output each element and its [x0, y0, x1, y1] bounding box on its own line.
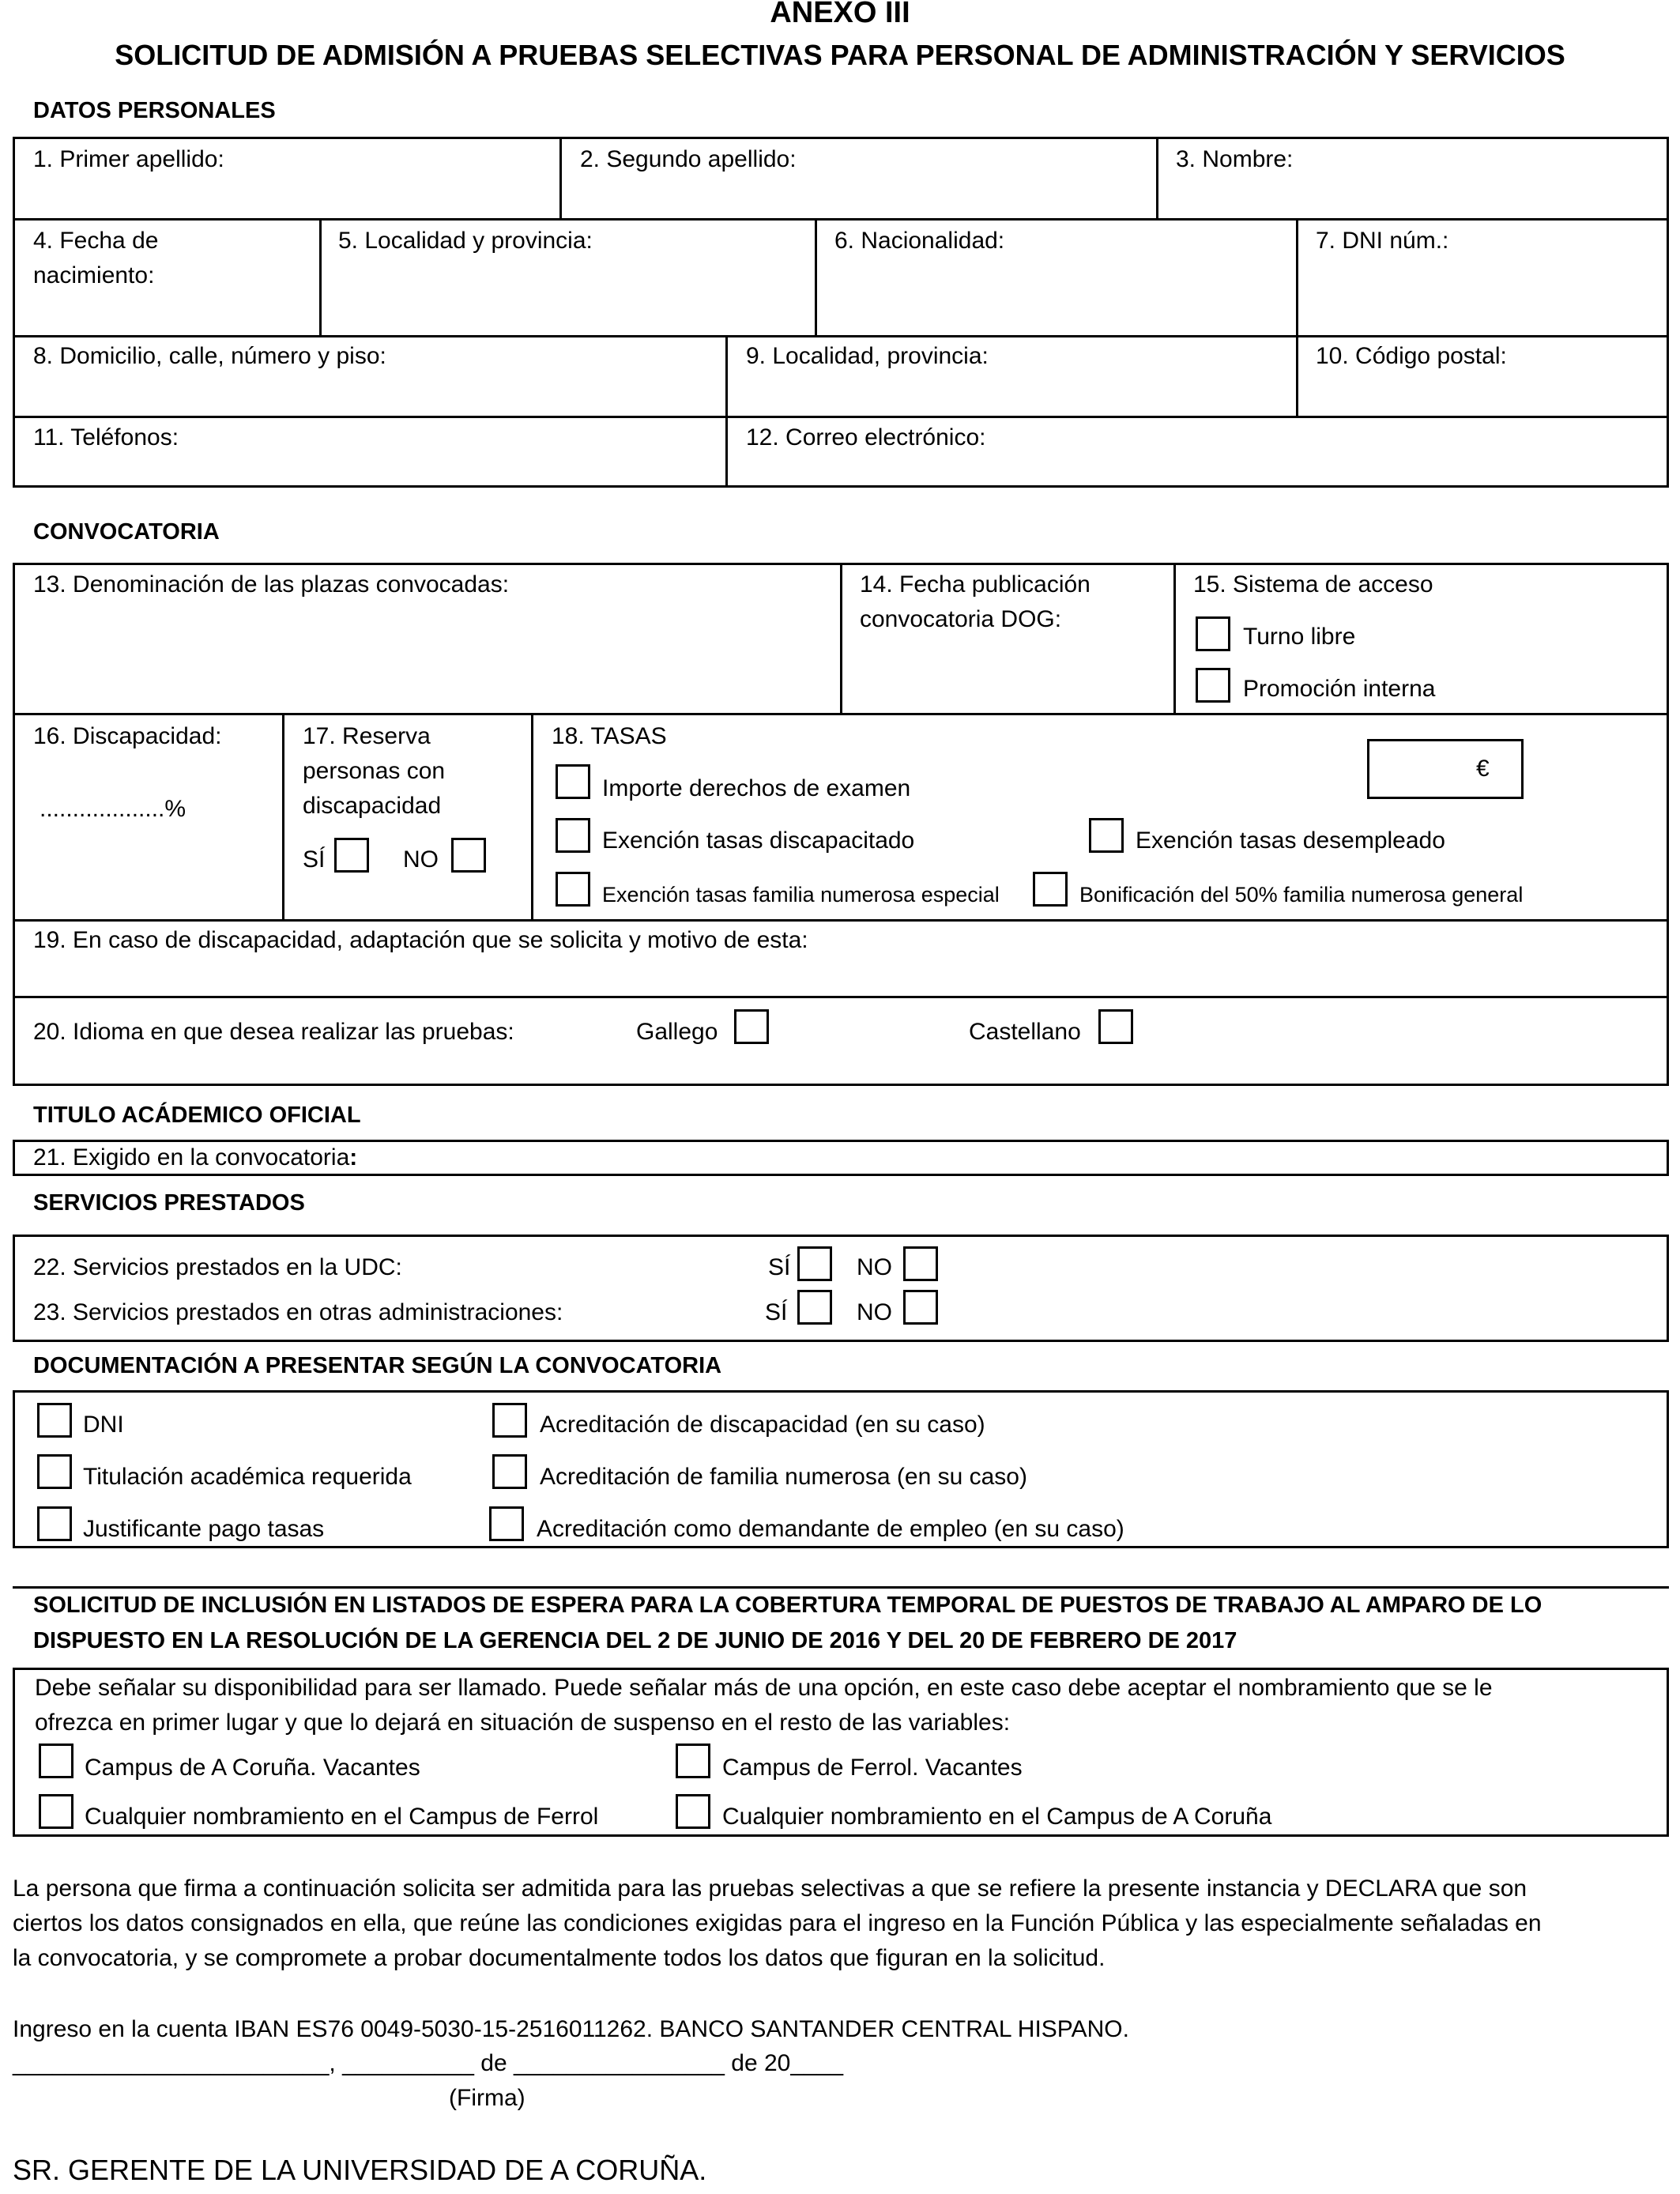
address-field[interactable]: 8. Domicilio, calle, número y piso: [33, 343, 386, 369]
declaration-line-2: ciertos los datos consignados en ella, que reúne las condiciones exigidas para el ingreso en la Función Pública y las especialmente señaladas en [13, 1910, 1542, 1936]
name-field[interactable]: 3. Nombre: [1176, 146, 1294, 172]
exam-fee-checkbox[interactable] [556, 764, 590, 799]
section-heading-titulo: TITULO ACÁDEMICO OFICIAL [33, 1103, 361, 1128]
section-heading-personal: DATOS PERSONALES [33, 98, 276, 123]
any-coruna-label: Cualquier nombramiento en el Campus de A Coruña [722, 1804, 1272, 1830]
nationality-field[interactable]: 6. Nacionalidad: [834, 228, 1005, 254]
discount-large-family-label: Bonificación del 50% familia numerosa general [1079, 883, 1524, 907]
exemption-unemployed-label: Exención tasas desempleado [1136, 827, 1445, 854]
first-surname-field[interactable]: 1. Primer apellido: [33, 146, 224, 172]
exemption-large-family-label: Exención tasas familia numerosa especial [602, 883, 1000, 907]
positions-field[interactable]: 13. Denominación de las plazas convocadas: [33, 571, 510, 598]
postal-code-field[interactable]: 10. Código postal: [1316, 343, 1507, 369]
waitlist-description-2: ofrezca en primer lugar y que lo dejará en situación de suspenso en el resto de las variables: [35, 1710, 1011, 1736]
section-heading-convocatoria: CONVOCATORIA [33, 519, 220, 545]
iban-text: Ingreso en la cuenta IBAN ES76 0049-5030-15-2516011262. BANCO SANTANDER CENTRAL HISPANO. [13, 2016, 1129, 2042]
dni-field[interactable]: 7. DNI núm.: [1316, 228, 1449, 254]
access-system-label: 15. Sistema de acceso [1193, 571, 1433, 598]
euro-symbol: € [1476, 756, 1490, 782]
doc-disability-checkbox[interactable] [492, 1403, 527, 1438]
exemption-disabled-label: Exención tasas discapacitado [602, 827, 915, 854]
doc-large-family-label: Acreditación de familia numerosa (en su caso) [540, 1464, 1027, 1490]
section-heading-servicios: SERVICIOS PRESTADOS [33, 1190, 305, 1216]
waitlist-heading-2: DISPUESTO EN LA RESOLUCIÓN DE LA GERENCIA DEL 2 DE JUNIO DE 2016 Y DEL 20 DE FEBRERO DE 2017 [33, 1628, 1237, 1653]
doc-disability-label: Acreditación de discapacidad (en su caso) [540, 1412, 985, 1438]
turno-libre-label: Turno libre [1243, 624, 1356, 650]
required-degree-colon: : [349, 1144, 358, 1171]
email-field[interactable]: 12. Correo electrónico: [746, 424, 986, 450]
fee-amount-field[interactable] [1367, 739, 1524, 799]
discount-large-family-checkbox[interactable] [1033, 872, 1068, 907]
exemption-large-family-checkbox[interactable] [556, 872, 590, 907]
waitlist-heading-1: SOLICITUD DE INCLUSIÓN EN LISTADOS DE ESPERA PARA LA COBERTURA TEMPORAL DE PUESTOS DE TRABAJO AL AMPARO DE LO [33, 1593, 1543, 1618]
fees-label: 18. TASAS [552, 723, 667, 749]
reserve-si-checkbox[interactable] [334, 838, 369, 873]
other-services-si-label: SÍ [765, 1299, 788, 1325]
promocion-interna-checkbox[interactable] [1196, 668, 1230, 703]
waitlist-description-1: Debe señalar su disponibilidad para ser llamado. Puede señalar más de una opción, en este caso debe aceptar el nombramiento que se le [35, 1675, 1493, 1701]
second-surname-field[interactable]: 2. Segundo apellido: [580, 146, 797, 172]
doc-degree-label: Titulación académica requerida [83, 1464, 412, 1490]
disability-percent-field[interactable]: ...................% [40, 796, 186, 822]
udc-services-label: 22. Servicios prestados en la UDC: [33, 1254, 402, 1280]
dog-date-label[interactable]: 14. Fecha publicación [860, 571, 1090, 598]
any-ferrol-label: Cualquier nombramiento en el Campus de Ferrol [85, 1804, 599, 1830]
birth-place-field[interactable]: 5. Localidad y provincia: [338, 228, 593, 254]
signature-label: (Firma) [449, 2085, 525, 2111]
ferrol-vacancies-label: Campus de Ferrol. Vacantes [722, 1755, 1023, 1781]
coruna-vacancies-label: Campus de A Coruña. Vacantes [85, 1755, 420, 1781]
other-services-no-label: NO [857, 1299, 892, 1325]
udc-services-no-label: NO [857, 1254, 892, 1280]
doc-fee-receipt-label: Justificante pago tasas [83, 1516, 325, 1542]
reserve-label-1: 17. Reserva [303, 723, 431, 749]
reserve-label-2: personas con [303, 758, 446, 784]
exemption-unemployed-checkbox[interactable] [1089, 818, 1124, 853]
reserve-si-label: SÍ [303, 846, 326, 873]
any-coruna-checkbox[interactable] [676, 1794, 710, 1829]
reserve-no-label: NO [403, 846, 439, 873]
section-heading-documentacion: DOCUMENTACIÓN A PRESENTAR SEGÚN LA CONVOCATORIA [33, 1353, 722, 1378]
doc-dni-label: DNI [83, 1412, 124, 1438]
declaration-line-3: la convocatoria, y se compromete a probar documentalmente todos los datos que figuran en la solicitud. [13, 1945, 1106, 1971]
exam-fee-label: Importe derechos de examen [602, 775, 911, 801]
signature-date-line[interactable]: ________________________, __________ de ________________ de 20____ [13, 2050, 844, 2076]
disability-label: 16. Discapacidad: [33, 723, 222, 749]
declaration-line-1: La persona que firma a continuación solicita ser admitida para las pruebas selectivas a que se refiere la presente instancia y DECLARA que son [13, 1875, 1527, 1902]
address-locality-field[interactable]: 9. Localidad, provincia: [746, 343, 989, 369]
other-services-label: 23. Servicios prestados en otras administraciones: [33, 1299, 563, 1325]
udc-services-si-label: SÍ [768, 1254, 791, 1280]
doc-dni-checkbox[interactable] [37, 1403, 72, 1438]
exemption-disabled-checkbox[interactable] [556, 818, 590, 853]
espera-divider [13, 1586, 1669, 1589]
castellano-checkbox[interactable] [1098, 1009, 1133, 1044]
udc-services-si-checkbox[interactable] [797, 1246, 832, 1281]
phones-field[interactable]: 11. Teléfonos: [33, 424, 179, 450]
ferrol-vacancies-checkbox[interactable] [676, 1744, 710, 1778]
dog-date-label-2: convocatoria DOG: [860, 606, 1062, 632]
doc-fee-receipt-checkbox[interactable] [37, 1506, 72, 1541]
adaptation-field[interactable]: 19. En caso de discapacidad, adaptación que se solicita y motivo de esta: [33, 927, 808, 953]
doc-job-seeker-label: Acreditación como demandante de empleo (en su caso) [537, 1516, 1124, 1542]
required-degree-label: 21. Exigido en la convocatoria [33, 1144, 350, 1171]
addressee: SR. GERENTE DE LA UNIVERSIDAD DE A CORUÑA. [13, 2154, 707, 2186]
gallego-checkbox[interactable] [734, 1009, 769, 1044]
gallego-label: Gallego [636, 1019, 718, 1045]
language-label: 20. Idioma en que desea realizar las pruebas: [33, 1019, 514, 1045]
doc-job-seeker-checkbox[interactable] [489, 1506, 524, 1541]
doc-degree-checkbox[interactable] [37, 1454, 72, 1489]
other-services-no-checkbox[interactable] [903, 1290, 938, 1325]
reserve-no-checkbox[interactable] [451, 838, 486, 873]
udc-services-no-checkbox[interactable] [903, 1246, 938, 1281]
reserve-label-3: discapacidad [303, 793, 442, 819]
turno-libre-checkbox[interactable] [1196, 616, 1230, 651]
castellano-label: Castellano [969, 1019, 1081, 1045]
annex-title: ANEXO III [770, 0, 910, 29]
birth-date-label-2: nacimiento: [33, 262, 155, 288]
doc-large-family-checkbox[interactable] [492, 1454, 527, 1489]
form-title: SOLICITUD DE ADMISIÓN A PRUEBAS SELECTIVAS PARA PERSONAL DE ADMINISTRACIÓN Y SERVICIOS [115, 39, 1565, 71]
promocion-interna-label: Promoción interna [1243, 676, 1436, 702]
required-degree-field[interactable] [33, 1144, 357, 1172]
any-ferrol-checkbox[interactable] [39, 1794, 73, 1829]
birth-date-label[interactable]: 4. Fecha de [33, 228, 159, 254]
coruna-vacancies-checkbox[interactable] [39, 1744, 73, 1778]
other-services-si-checkbox[interactable] [797, 1290, 832, 1325]
